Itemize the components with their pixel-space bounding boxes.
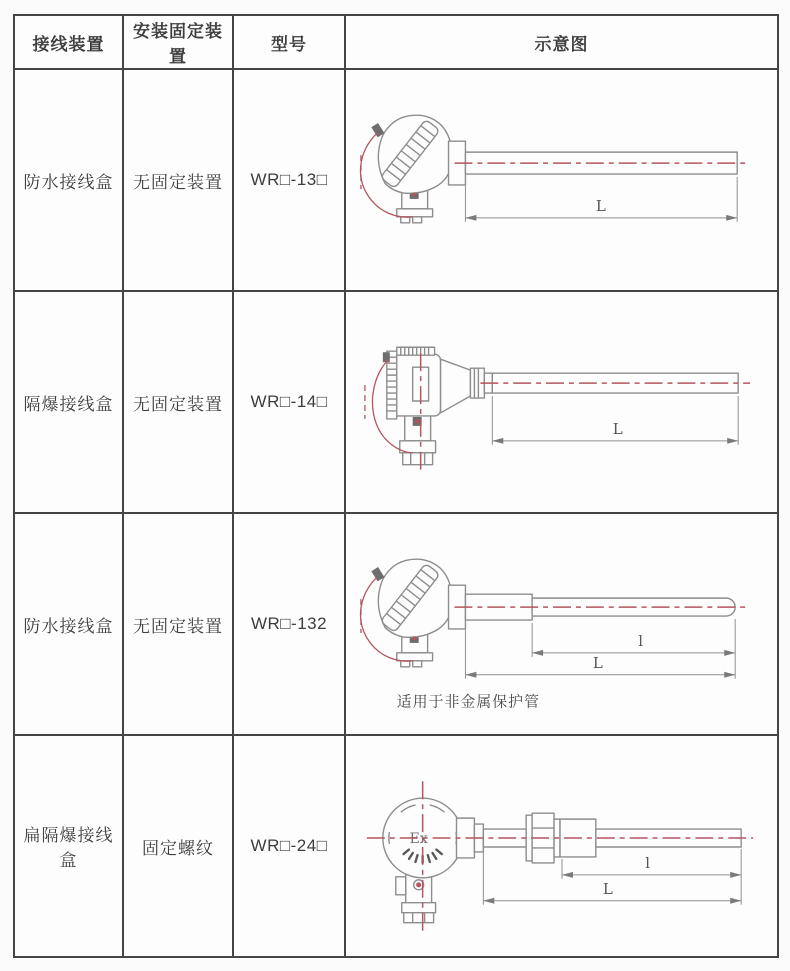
cell-schematic: [345, 291, 778, 513]
cell-model: WR□-132: [233, 513, 345, 735]
cell-mounting: 固定螺纹: [123, 735, 233, 957]
gland-hex: [400, 441, 436, 453]
col-header-junction-box: 接线装置: [14, 15, 123, 69]
dimension-L: [492, 396, 738, 445]
ex-marking: Ex: [409, 831, 428, 848]
cell-schematic: [345, 513, 778, 735]
cell-mounting: 无固定装置: [123, 291, 233, 513]
cell-schematic: [345, 69, 778, 291]
dimension-l: [532, 619, 735, 657]
header-row: [14, 15, 778, 69]
spec-sheet: [0, 14, 790, 971]
col-header-schematic: 示意图: [345, 15, 778, 69]
waterproof-head: [361, 559, 466, 667]
cell-junction-box: 防水接线盒: [14, 513, 123, 735]
head-body: [391, 354, 441, 416]
schematic-wr132: [347, 515, 776, 733]
col-header-mounting: 安装固定装置: [123, 15, 233, 69]
dim-label-L: L: [602, 879, 613, 898]
gland-bolt-dot: [415, 419, 419, 423]
cell-model: WR□-13□: [233, 69, 345, 291]
schematic-wr24: [347, 737, 776, 955]
gland-cap: [403, 453, 433, 465]
schematic-wr13: [347, 71, 776, 289]
gland-bolt-dot: [416, 882, 421, 887]
gland-side-tab: [396, 877, 406, 895]
schematic-wr14: [347, 293, 776, 511]
dim-label-L: L: [595, 196, 606, 215]
table-row-wr132: [14, 513, 778, 735]
cell-schematic: [345, 735, 778, 957]
gland-flange: [402, 903, 436, 913]
explosion-proof-head: [383, 347, 492, 464]
cone-neck: [441, 359, 471, 413]
dimension-L: [465, 177, 737, 222]
cell-model: WR□-24□: [233, 735, 345, 957]
body-bolt: [383, 352, 390, 362]
table-row-wr13: [14, 69, 778, 291]
table-row-wr14: [14, 291, 778, 513]
cell-junction-box: 隔爆接线盒: [14, 291, 123, 513]
dim-label-l: l: [645, 853, 650, 872]
waterproof-head: [361, 115, 466, 223]
gland-cap: [404, 913, 434, 923]
cell-mounting: 无固定装置: [123, 69, 233, 291]
cell-mounting: 无固定装置: [123, 513, 233, 735]
thermocouple-spec-table: [13, 14, 779, 958]
dim-label-l: l: [638, 631, 644, 650]
diagram-note: 适用于非金属保护管: [396, 693, 541, 711]
dimension-L: [483, 849, 741, 905]
flat-explosion-proof-head: [383, 798, 484, 922]
cell-model: WR□-14□: [233, 291, 345, 513]
cell-junction-box: 扁隔爆接线盒: [14, 735, 123, 957]
dimension-L: [465, 623, 735, 679]
table-row-wr24: [14, 735, 778, 957]
dim-label-L: L: [612, 419, 623, 438]
dim-label-L: L: [592, 653, 603, 672]
cell-junction-box: 防水接线盒: [14, 69, 123, 291]
col-header-model: 型号: [233, 15, 345, 69]
